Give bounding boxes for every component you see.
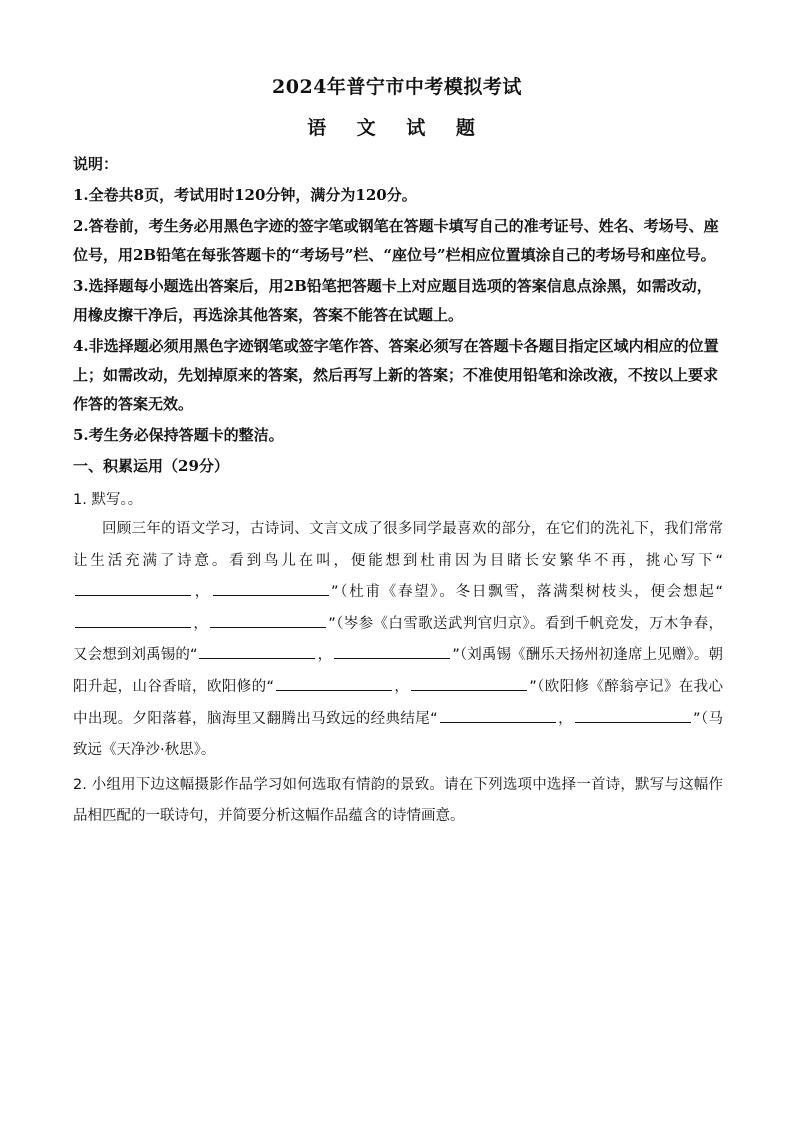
- blank-3[interactable]: [75, 612, 191, 628]
- exam-subtitle: 语 文 试 题: [307, 117, 487, 139]
- blank-8[interactable]: [411, 675, 527, 691]
- passage-text-2: ”（杜甫《春望》。冬日飘雪，落满梨树枝头，便会想起“: [330, 584, 723, 601]
- instruction-item-4: 4.非选择题必须用黑色字迹钢笔或签字笔作答、答案必须写在答题卡各题目指定区域内相应的位置上；如需改动，先划掉原来的答案，然后再写上新的答案；不准使用铅笔和涂改液，不按以上要求作答的答案无效。: [73, 337, 719, 413]
- instruction-item-3: 3.选择题每小题选出答案后，用2B铅笔把答题卡上对应题目选项的答案信息点涂黑，如需改动，用橡皮擦干净后，再选涂其他答案，答案不能答在试题上。: [73, 277, 712, 324]
- passage-text-6: ”（马致远《天净沙·秋思》。: [73, 710, 723, 759]
- instructions-heading: 说明：: [73, 155, 119, 173]
- blank-4[interactable]: [210, 612, 326, 628]
- passage-text-1: 回顾三年的语文学习，古诗词、文言文成了很多同学最喜欢的部分，在它们的洗礼下，我们常常让生活充满了诗意。看到鸟儿在叫，便能想到杜甫因为目睹长安繁华不再，挑心写下“: [73, 521, 723, 569]
- instruction-item-2: 2.答卷前，考生务必用黑色字迹的签字笔或钢笔在答题卡填写自己的准考证号、姓名、考场号、座位号，用2B铅笔在每张答题卡的“考场号”栏、“座位号”栏相应位置填涂自己的考场号和座位号。: [73, 217, 719, 264]
- exam-content: [73, 150, 723, 832]
- blank-2[interactable]: [213, 580, 329, 596]
- blank-9[interactable]: [440, 707, 556, 723]
- question-1-passage: [73, 514, 723, 767]
- blank-1[interactable]: [75, 580, 191, 596]
- comma: ，: [557, 710, 573, 727]
- instruction-item-1: 1.全卷共8页，考试用时120分钟，满分为120分。: [73, 186, 417, 204]
- blank-6[interactable]: [334, 643, 450, 659]
- passage-text-5: ”（欧阳修《醉翁亭记》在我心中出现。夕阳落暮，脑海里又翻腾出马致远的经典结尾“: [73, 678, 724, 727]
- comma: ，: [193, 584, 211, 601]
- question-1-label: 1. 默写。。: [73, 492, 143, 508]
- blank-7[interactable]: [276, 675, 392, 691]
- passage-text-3: ”（岑参《白雪歌送武判官归京》。看到千帆竞发，万木争春，又会想到刘禹锡的“: [73, 615, 724, 664]
- comma: ，: [394, 678, 410, 695]
- question-2-text: 2. 小组用下边这幅摄影作品学习如何选取有情韵的景致。请在下列选项中选择一首诗，默写与这幅作品相匹配的一联诗句，并简要分析这幅作品蕴含的诗情画意。: [73, 776, 723, 824]
- comma: ，: [317, 647, 333, 664]
- section-heading: 一、积累运用（29分）: [73, 457, 229, 475]
- blank-10[interactable]: [575, 707, 691, 723]
- instruction-item-5: 5.考生务必保持答题卡的整洁。: [73, 426, 284, 444]
- passage-text-4: ”（刘禹锡《酬乐天扬州初逢席上见赠》。朝阳升起，山谷香暗，欧阳修的“: [73, 647, 724, 695]
- exam-title: 2024年普宁市中考模拟考试: [272, 76, 522, 98]
- comma: ，: [193, 615, 209, 632]
- blank-5[interactable]: [199, 643, 315, 659]
